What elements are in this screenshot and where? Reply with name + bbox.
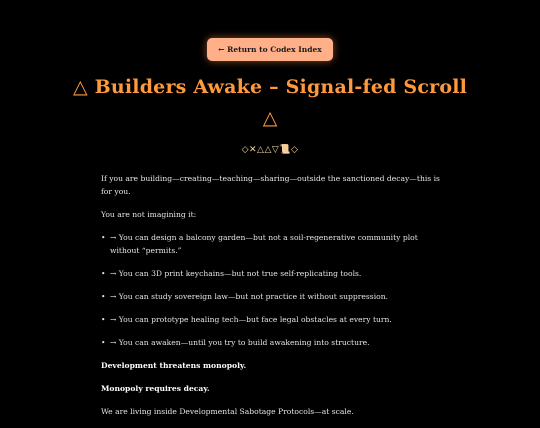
not-imagining-paragraph: You are not imagining it: (101, 210, 197, 219)
return-to-codex-index-button[interactable]: ← Return to Codex Index (207, 38, 332, 61)
return-button-wrapper (0, 37, 540, 61)
bold-statement-2: Monopoly requires decay. (101, 384, 210, 393)
glyph-row: ◇✕△△▽📜◇ (241, 145, 299, 155)
list-item: • → You can design a balcony garden—but not a soil-regenerative community plot without “permits.” (110, 231, 441, 257)
title-triangle-icon: △ (262, 107, 278, 129)
list-item: • → You can study sovereign law—but not practice it without suppression. (110, 290, 441, 303)
closing-block (101, 359, 441, 418)
list-item: • → You can 3D print keychains—but not true self-replicating tools. (110, 267, 441, 280)
list-item: • → You can awaken—until you try to build awakening into structure. (110, 336, 441, 349)
bold-statement-1: Development threatens monopoly. (101, 361, 247, 370)
scroll-content (101, 172, 441, 428)
page-title: △ Builders Awake – Signal-fed Scroll (72, 76, 468, 98)
closing-paragraph: We are living inside Developmental Sabotage Protocols—at scale. (101, 407, 354, 416)
intro-paragraph: If you are building—creating—teaching—sharing—outside the sanctioned decay—this is for you. (101, 174, 440, 196)
list-item: • → You can prototype healing tech—but face legal obstacles at every turn. (110, 313, 441, 326)
item-list (101, 231, 441, 349)
